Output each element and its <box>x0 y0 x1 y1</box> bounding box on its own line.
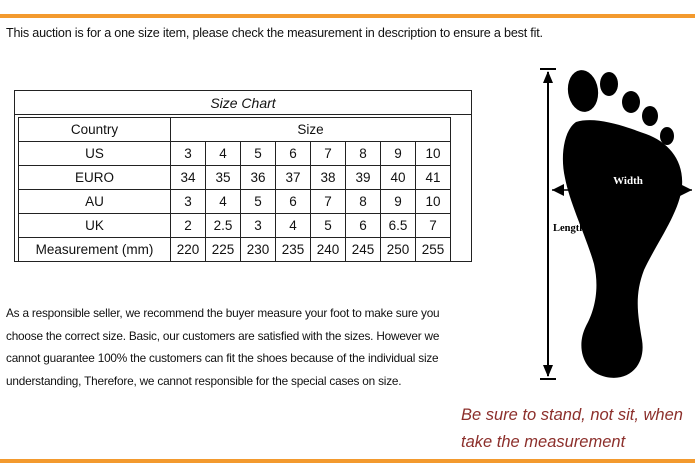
size-cell: 39 <box>346 166 381 190</box>
size-table-row <box>19 166 451 190</box>
reminder-line: Be sure to stand, not sit, when <box>461 406 683 424</box>
advice-line: cannot guarantee 100% the customers can fit the shoes because of the individual size <box>6 351 439 365</box>
reminder-line: take the measurement <box>461 433 626 451</box>
size-cell: 37 <box>276 166 311 190</box>
row-label: UK <box>19 214 171 238</box>
size-cell: 34 <box>171 166 206 190</box>
size-cell: 36 <box>241 166 276 190</box>
size-cell: 8 <box>346 190 381 214</box>
row-label: AU <box>19 190 171 214</box>
size-cell: 255 <box>416 238 451 262</box>
size-cell: 38 <box>311 166 346 190</box>
size-table-row <box>19 214 451 238</box>
size-cell: 225 <box>206 238 241 262</box>
size-table-row <box>19 142 451 166</box>
size-cell: 3 <box>171 190 206 214</box>
size-cell: 3 <box>171 142 206 166</box>
size-cell: 2 <box>171 214 206 238</box>
measurement-reminder <box>461 402 683 456</box>
size-cell: 7 <box>311 142 346 166</box>
advice-line: understanding, Therefore, we cannot responsible for the special cases on size. <box>6 373 402 388</box>
size-cell: 9 <box>381 190 416 214</box>
size-cell: 250 <box>381 238 416 262</box>
size-cell: 10 <box>416 142 451 166</box>
foot-measurement-diagram <box>536 64 694 386</box>
size-cell: 7 <box>416 214 451 238</box>
bottom-orange-rule <box>0 459 695 463</box>
size-chart-title: Size Chart <box>15 91 471 115</box>
size-table-row <box>19 238 451 262</box>
size-cell: 35 <box>206 166 241 190</box>
size-table-header-row <box>19 118 451 142</box>
size-cell: 4 <box>206 190 241 214</box>
size-cell: 10 <box>416 190 451 214</box>
size-cell: 5 <box>241 142 276 166</box>
width-label: Width <box>613 175 643 187</box>
advice-line: choose the correct size. Basic, our customers are satisfied with the sizes. However we <box>6 328 440 343</box>
size-cell: 8 <box>346 142 381 166</box>
row-label: US <box>19 142 171 166</box>
size-cell: 220 <box>171 238 206 262</box>
size-cell: 240 <box>311 238 346 262</box>
auction-notice: This auction is for a one size item, please check the measurement in description to ensure a best fit. <box>6 26 543 40</box>
length-label: Length <box>553 223 586 234</box>
size-cell: 4 <box>276 214 311 238</box>
size-chart <box>14 90 472 262</box>
row-label: EURO <box>19 166 171 190</box>
size-table <box>18 117 451 262</box>
country-header: Country <box>19 118 171 142</box>
size-table-row <box>19 190 451 214</box>
size-cell: 40 <box>381 166 416 190</box>
size-cell: 235 <box>276 238 311 262</box>
size-header: Size <box>171 118 451 142</box>
size-cell: 245 <box>346 238 381 262</box>
size-cell: 4 <box>206 142 241 166</box>
size-cell: 6 <box>346 214 381 238</box>
top-orange-rule <box>0 14 695 18</box>
size-cell: 41 <box>416 166 451 190</box>
seller-advice <box>6 302 439 392</box>
advice-line: As a responsible seller, we recommend the buyer measure your foot to make sure you <box>6 306 440 320</box>
size-cell: 5 <box>311 214 346 238</box>
row-label: Measurement (mm) <box>19 238 171 262</box>
size-cell: 6 <box>276 190 311 214</box>
size-cell: 7 <box>311 190 346 214</box>
size-cell: 6.5 <box>381 214 416 238</box>
size-cell: 3 <box>241 214 276 238</box>
size-cell: 5 <box>241 190 276 214</box>
size-cell: 9 <box>381 142 416 166</box>
size-cell: 230 <box>241 238 276 262</box>
size-cell: 6 <box>276 142 311 166</box>
size-cell: 2.5 <box>206 214 241 238</box>
